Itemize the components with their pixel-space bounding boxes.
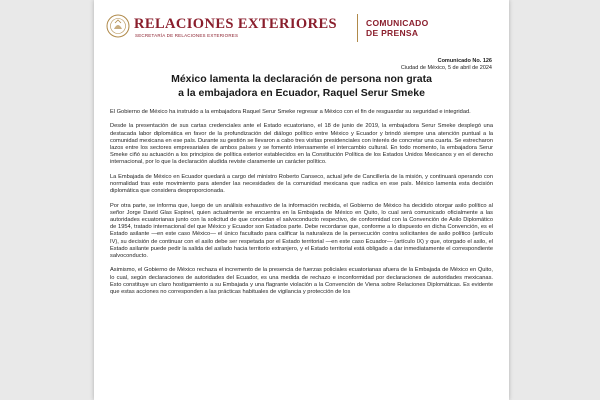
press-release-page (94, 0, 509, 400)
paragraph-5: Asimismo, el Gobierno de México rechaza el incremento de la presencia de fuerzas policiales ecuatorianas afuera de la Embajada de México en Quito, lo cual, según declaraciones de autoridades del Ecuador, es una medida de rechazo e inconformidad por declaraciones de autoridades mexicanas. Esto constituye un claro hostigamiento a su Embajada y una flagrante violación a la Convención de Viena sobre Relaciones Diplomáticas. Es evidente que estas acciones no corresponden a las prácticas habituales de vigilancia y protección de los (110, 267, 493, 296)
press-label-line2: DE PRENSA (366, 28, 419, 38)
title-line-1: México lamenta la declaración de persona non grata (171, 73, 432, 85)
release-number: Comunicado No. 126 (437, 58, 492, 64)
paragraph-2: Desde la presentación de sus cartas credenciales ante el Estado ecuatoriano, el 18 de junio de 2019, la embajadora Serur Smeke desplegó una destacada labor diplomática en favor de la profundización del diálogo político entre México y Ecuador y brindó siempre una atención puntual a la comunidad mexicana en ese país. Durante su gestión se llevaron a cabo tres visitas presidenciales con interés de concretar una cuarta. Se estrecharon lazos entre los sectores empresariales de ambos países y se fomentó intensamente el intercambio cultural. En todo momento, la embajadora Serur Smeke ciñó su actuación a los principios de política exterior establecidos en la Constitución Política de los Estados Unidos Mexicanos y en el derecho internacional, por lo que la declaración aludida reviste claramente un carácter político. (110, 123, 493, 166)
release-place-date: Ciudad de México, 5 de abril de 2024 (400, 65, 492, 71)
paragraph-1: El Gobierno de México ha instruido a la embajadora Raquel Serur Smeke regresar a México con el fin de resguardar su seguridad e integridad. (110, 109, 471, 115)
release-title (110, 73, 493, 100)
paragraph-4: Por otra parte, se informa que, luego de un análisis exhaustivo de la información recibida, el Gobierno de México ha decidido otorgar asilo político al señor Jorge David Glas Espinel, quien actualmente se encuentra en la Embajada de México en Quito, lo cual será comunicado oficialmente a las autoridades ecuatorianas junto con la solicitud de que concedan el salvoconducto respectivo, de conformidad con la Convención de Asilo Diplomático de 1954, tratado internacional del que México y Ecuador son Estados parte. Debe recordarse que, conforme a lo dispuesto en dicha Convención, es el Estado asilante —en este caso México— el único facultado para calificar la naturaleza de la persecución contra solicitantes de asilo político (artículo IV), su decisión de continuar con el asilo debe ser respetada por el Estado territorial —en este caso Ecuador— (artículo IX) y que, otorgado el asilo, el Estado asilante puede pedir la salida del asilado hacia territorio extranjero, y el Estado territorial está obligado a dar inmediatamente el correspondiente salvoconducto. (110, 202, 493, 260)
press-release-label (366, 18, 429, 38)
paragraph-3: La Embajada de México en Ecuador quedará a cargo del ministro Roberto Canseco, actual jefe de Cancillería de la misión, y continuará operando con normalidad tras este movimiento para atender las necesidades de la comunidad mexicana que radica en ese país. México lamenta esta decisión diplomática que considera desproporcionada. (110, 173, 493, 195)
header-divider (357, 14, 358, 42)
ministry-subtitle: SECRETARÍA DE RELACIONES EXTERIORES (135, 33, 239, 38)
ministry-name: RELACIONES EXTERIORES (134, 16, 337, 32)
release-meta (401, 58, 492, 72)
press-label-line1: COMUNICADO (366, 18, 429, 28)
letterhead (94, 6, 509, 46)
coat-of-arms-seal-icon (106, 14, 130, 38)
title-line-2: a la embajadora en Ecuador, Raquel Serur Smeke (178, 86, 425, 99)
release-body (110, 109, 493, 303)
